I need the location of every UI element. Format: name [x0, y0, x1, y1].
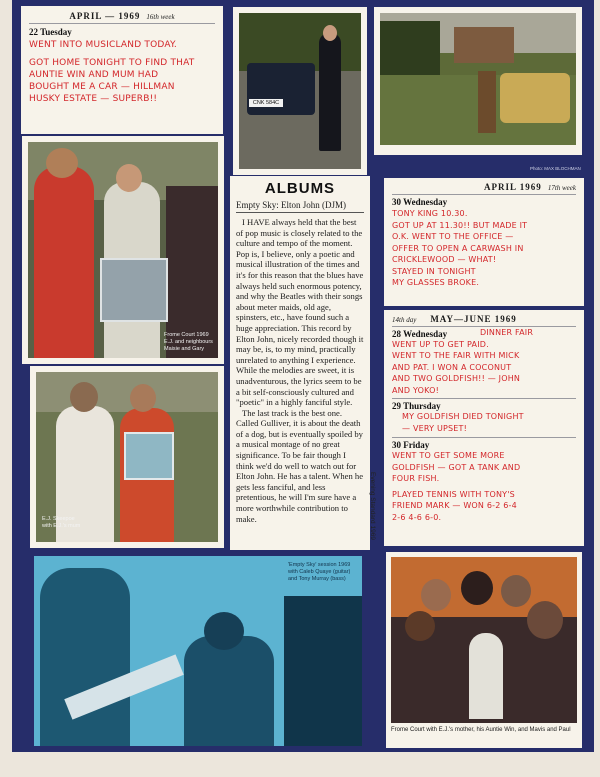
photo-caption: Frome Court 1969 E.J. and neighbours Maisie and Gary: [164, 332, 213, 352]
albums-title: ALBUMS: [264, 180, 336, 197]
newspaper-source-credit: Evening Standard 1969: [369, 472, 376, 540]
photo-with-mother: [36, 372, 218, 542]
photo-frame-mother: [30, 366, 224, 548]
photo-frame-family-group: [386, 552, 582, 748]
diary-page-may-june: [384, 310, 584, 546]
diary-entry-text: MY GOLDFISH DIED TONIGHT — VERY UPSET!: [402, 412, 524, 433]
photo-frame-family: [22, 136, 224, 364]
photo-frame-car-man: [233, 7, 367, 175]
diary-day-label: 28 Wednesday: [392, 329, 448, 339]
diary-entry-text: TONY KING 10.30. GOT UP AT 11.30!! BUT MADE IT O.K. WENT TO THE OFFICE — OFFER TO OPEN A CARWASH IN CRICKLEWOOD — WHAT! STAYED IN TONIGHT MY GLASSES BROKE.: [392, 209, 528, 287]
diary-entry-text: WENT INTO MUSICLAND TODAY. GOT HOME TONIGHT TO FIND THAT AUNTIE WIN AND MUM HAD BOUGHT ME A CAR — HILLMAN HUSKY ESTATE — SUPERB!!: [29, 40, 195, 104]
diary-day-label: 30 Wednesday: [392, 197, 448, 207]
photo-frame-house: [374, 7, 582, 155]
diary-entry-text: WENT TO GET SOME MORE GOLDFISH — GOT A TANK AND FOUR FISH. PLAYED TENNIS WITH TONY'S FRIEND MARK — WON 6-2 6-4 2-6 4-6 6-0.: [392, 451, 521, 522]
diary-page-april-top: [21, 6, 223, 134]
diary-day-label: 30 Friday: [392, 440, 430, 450]
number-plate: CNK 584C: [249, 99, 283, 107]
diary-month-header: APRIL — 1969 16th week: [69, 11, 175, 21]
photo-family-group: [391, 557, 577, 723]
albums-review-clipping: [230, 176, 370, 550]
diary-month-header: APRIL 1969 17th week: [484, 182, 576, 192]
photo-man-with-car: [239, 13, 361, 169]
photo-credit: Photo: MAX BLOCHMAN: [530, 166, 581, 171]
diary-entry-text: DINNER FAIR WENT UP TO GET PAID. WENT TO THE FAIR WITH MICK AND PAT. I WON A COCONUT AND TWO GOLDFISH!! — JOHN AND YOKO!: [392, 328, 534, 395]
photo-family-with-album: [28, 142, 218, 358]
diary-day-label: 29 Thursday: [392, 401, 441, 411]
photo-caption: Frome Court with E.J.'s mother, his Auntie Win, and Mavis and Paul: [391, 727, 571, 733]
photo-frame-session: [34, 556, 362, 746]
albums-subtitle: Empty Sky: Elton John (DJM): [236, 200, 364, 213]
albums-review-text: I HAVE always held that the best of pop music is closely related to the culture and tempo of the moment. Pop is, I believe, only a poetic and musical illustration of the times and it's for this reason that the blues have always held such enormous potency, and why the Beatles with their songs about meter maids, old age, spinsters, etc., have found such a huge appreciation. This record by Elton John, nicely recorded though it may be, is, to my mind, practically unrelated to anything I experience. While the melodies are sweet, it is unadventurous, the lyrics seem to be a bit self-consciously cultured and "poetic" in a highly fanciful style. The last track is the best one. Called Gulliver, it is about the death of a dog, but is eventually spoiled by a musical montage of no great significance. To be fair though I think we'd do well to watch out for Elton John. He has a talent. When he gets less fanciful, and less pretentious, he will I'm sure have a more worthwhile contribution to make.: [236, 217, 364, 524]
diary-page-april-right: [384, 178, 584, 306]
diary-month-header: 14th day MAY—JUNE 1969: [392, 314, 517, 324]
photo-studio-session: [34, 556, 362, 746]
photo-caption: 'Empty Sky' session 1969 with Caleb Quaye (guitar) and Tony Murray (bass): [288, 562, 351, 582]
photo-caption: E.J. Skeepoe with E.J.'s mum: [42, 516, 81, 529]
photo-house-cars: [380, 13, 576, 145]
diary-day-label: 22 Tuesday: [29, 27, 72, 37]
